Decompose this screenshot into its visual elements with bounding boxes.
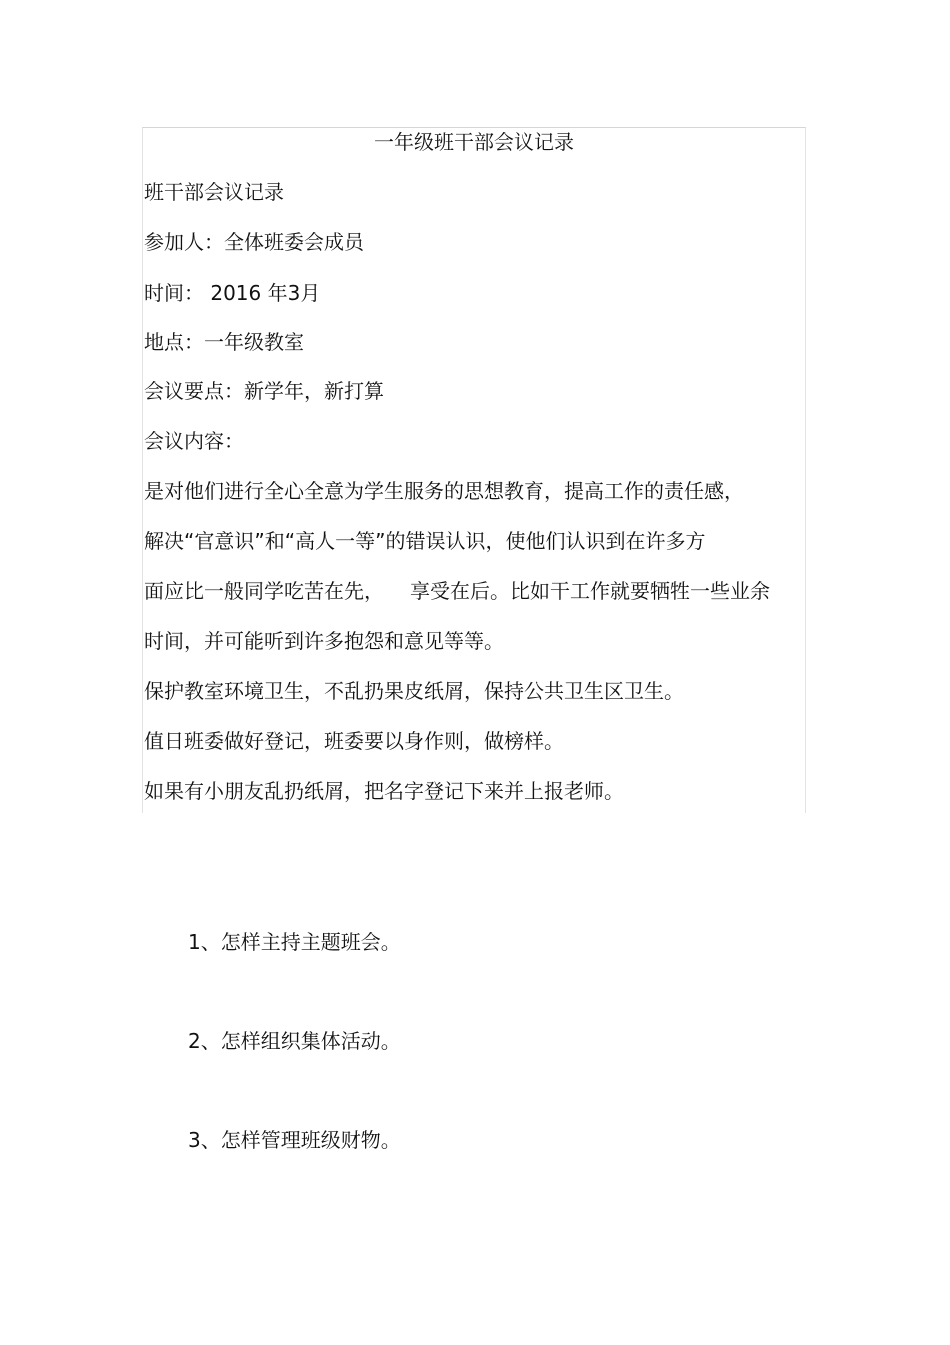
topic-item: 3、怎样管理班级财物。 bbox=[188, 1128, 401, 1152]
time-line: 时间： 2016 年3月 bbox=[144, 281, 321, 305]
content-line: 保护教室环境卫生，不乱扔果皮纸屑，保持公共卫生区卫生。 bbox=[144, 679, 684, 703]
location-line: 地点：一年级教室 bbox=[144, 330, 304, 354]
content-line-part: 面应比一般同学吃苦在先， bbox=[144, 579, 384, 603]
content-line bbox=[144, 578, 770, 604]
content-line-part: 享受在后。比如干工作就要牺牲一些业余 bbox=[410, 579, 770, 603]
topic-item: 2、怎样组织集体活动。 bbox=[188, 1029, 401, 1053]
content-line: 值日班委做好登记，班委要以身作则，做榜样。 bbox=[144, 729, 564, 753]
content-line: 是对他们进行全心全意为学生服务的思想教育，提高工作的责任感， bbox=[144, 479, 744, 503]
content-label: 会议内容： bbox=[144, 429, 244, 453]
content-line: 如果有小朋友乱扔纸屑，把名字登记下来并上报老师。 bbox=[144, 779, 624, 803]
document-title: 一年级班干部会议记录 bbox=[374, 130, 574, 154]
subtitle: 班干部会议记录 bbox=[144, 180, 284, 204]
key-points-line: 会议要点：新学年，新打算 bbox=[144, 379, 384, 403]
content-line: 时间，并可能听到许多抱怨和意见等等。 bbox=[144, 629, 504, 653]
attendees-line: 参加人：全体班委会成员 bbox=[144, 230, 364, 254]
topic-item: 1、怎样主持主题班会。 bbox=[188, 930, 401, 954]
content-line: 解决“官意识”和“高人一等”的错误认识，使他们认识到在许多方 bbox=[144, 529, 706, 553]
